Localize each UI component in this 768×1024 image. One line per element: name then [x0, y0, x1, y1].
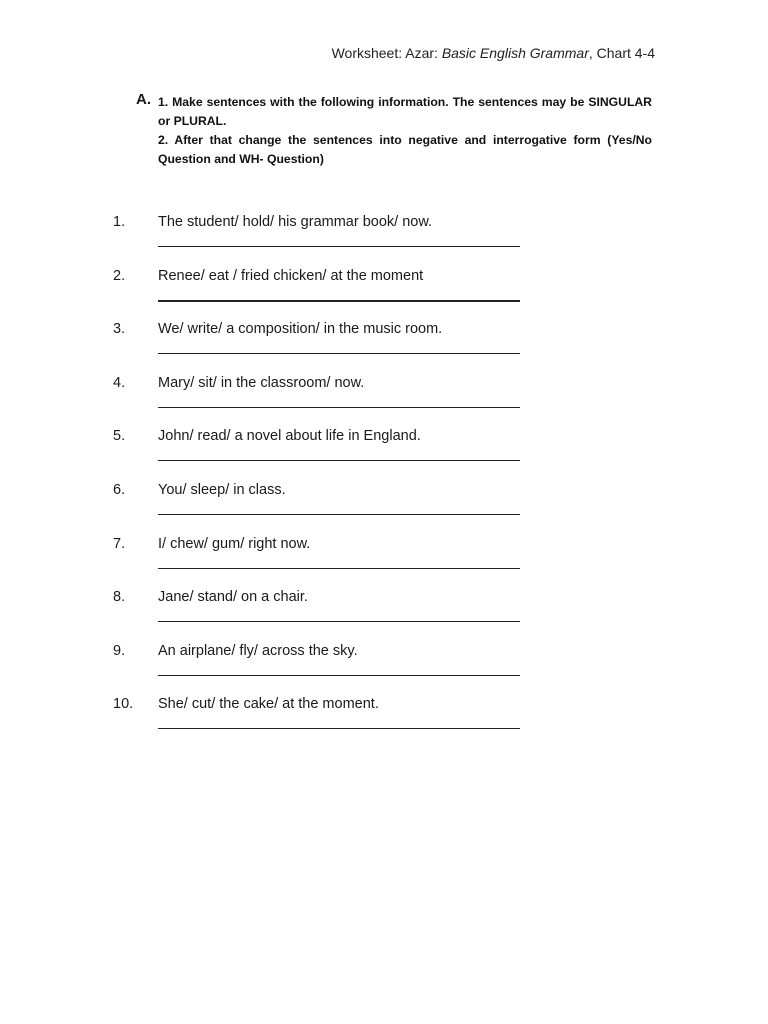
item-number: 3. — [113, 321, 126, 337]
item-prompt: John/ read/ a novel about life in England. — [158, 428, 421, 444]
item-prompt: You/ sleep/ in class. — [158, 482, 286, 498]
answer-line[interactable] — [158, 514, 520, 515]
item-prompt: I/ chew/ gum/ right now. — [158, 536, 311, 552]
exercise-item — [0, 643, 768, 697]
item-number: 9. — [113, 643, 126, 659]
answer-line[interactable] — [158, 460, 520, 461]
book-title: Basic English Grammar — [441, 45, 589, 61]
answer-line[interactable] — [158, 621, 520, 622]
item-prompt: Renee/ eat / fried chicken/ at the moment — [158, 268, 424, 284]
item-number: 1. — [113, 214, 126, 230]
answer-line[interactable] — [158, 246, 520, 247]
item-number: 8. — [113, 589, 126, 605]
instruction-2: 2. After that change the sentences into negative and interrogative form (Yes/No Question and WH- Question) — [158, 133, 652, 166]
exercise-item — [0, 321, 768, 375]
exercise-item — [0, 375, 768, 429]
header-suffix: , Chart 4-4 — [588, 45, 655, 61]
exercise-item — [0, 214, 768, 268]
exercise-item — [0, 589, 768, 643]
exercise-item — [0, 482, 768, 536]
item-prompt: An airplane/ fly/ across the sky. — [158, 643, 358, 659]
exercise-item — [0, 428, 768, 482]
item-number: 10. — [113, 696, 134, 712]
answer-line[interactable] — [158, 675, 520, 676]
exercise-item — [0, 268, 768, 322]
item-number: 6. — [113, 482, 126, 498]
item-prompt: Jane/ stand/ on a chair. — [158, 589, 308, 605]
answer-line[interactable] — [158, 300, 520, 302]
item-prompt: We/ write/ a composition/ in the music room. — [158, 321, 443, 337]
header-prefix: Worksheet: Azar: — [331, 45, 442, 61]
answer-line[interactable] — [158, 407, 520, 408]
item-prompt: The student/ hold/ his grammar book/ now. — [158, 214, 433, 230]
item-prompt: Mary/ sit/ in the classroom/ now. — [158, 375, 365, 391]
item-number: 4. — [113, 375, 126, 391]
answer-line[interactable] — [158, 728, 520, 729]
exercise-item — [0, 536, 768, 590]
item-number: 7. — [113, 536, 126, 552]
worksheet-header — [332, 45, 655, 61]
item-number: 5. — [113, 428, 126, 444]
exercise-item — [0, 696, 768, 750]
section-letter: A. — [136, 91, 151, 108]
item-number: 2. — [113, 268, 126, 284]
answer-line[interactable] — [158, 568, 520, 569]
instruction-1: 1. Make sentences with the following information. The sentences may be SINGULAR or PLURAL. — [158, 95, 652, 128]
item-prompt: She/ cut/ the cake/ at the moment. — [158, 696, 379, 712]
answer-line[interactable] — [158, 353, 520, 354]
instructions — [158, 93, 652, 169]
